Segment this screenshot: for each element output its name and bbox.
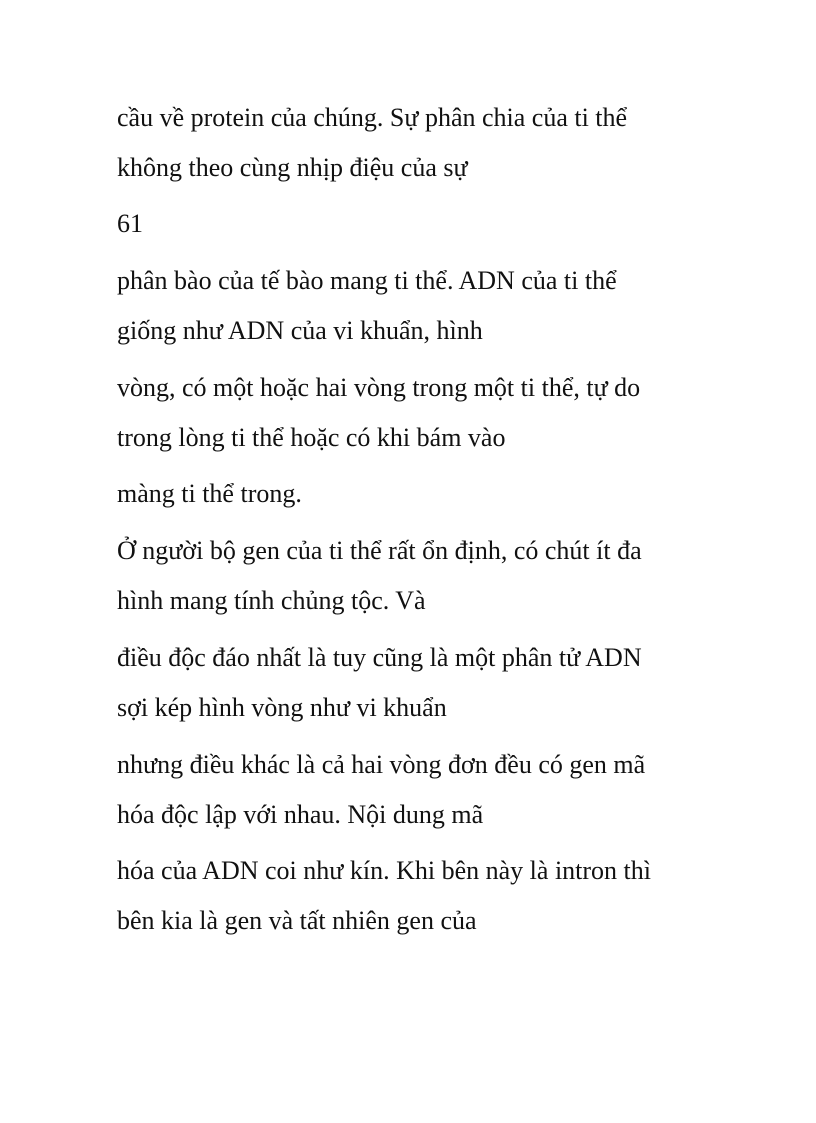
text-line: giống như ADN của vi khuẩn, hình bbox=[117, 316, 483, 345]
text-line: bên kia là gen và tất nhiên gen của bbox=[117, 906, 477, 935]
text-line: sợi kép hình vòng như vi khuẩn bbox=[117, 693, 447, 722]
page-number: 61 bbox=[117, 209, 143, 238]
text-line: hóa của ADN coi như kín. Khi bên này là intron thì bbox=[117, 856, 651, 885]
text-line: vòng, có một hoặc hai vòng trong một ti thể, tự do bbox=[117, 373, 641, 402]
text-line: không theo cùng nhịp điệu của sự bbox=[117, 153, 468, 182]
text-line: Ở người bộ gen của ti thể rất ổn định, có chút ít đa bbox=[117, 536, 642, 565]
text-line: hình mang tính chủng tộc. Và bbox=[117, 586, 426, 615]
text-line: cầu về protein của chúng. Sự phân chia của ti thể bbox=[117, 103, 628, 132]
text-line: màng ti thể trong. bbox=[117, 479, 302, 508]
text-line: nhưng điều khác là cả hai vòng đơn đều có gen mã bbox=[117, 750, 646, 779]
text-line: điều độc đáo nhất là tuy cũng là một phân tử ADN bbox=[117, 643, 642, 672]
text-line: trong lòng ti thể hoặc có khi bám vào bbox=[117, 423, 506, 452]
text-line: hóa độc lập với nhau. Nội dung mã bbox=[117, 800, 484, 829]
text-line: phân bào của tế bào mang ti thể. ADN của ti thể bbox=[117, 266, 617, 295]
